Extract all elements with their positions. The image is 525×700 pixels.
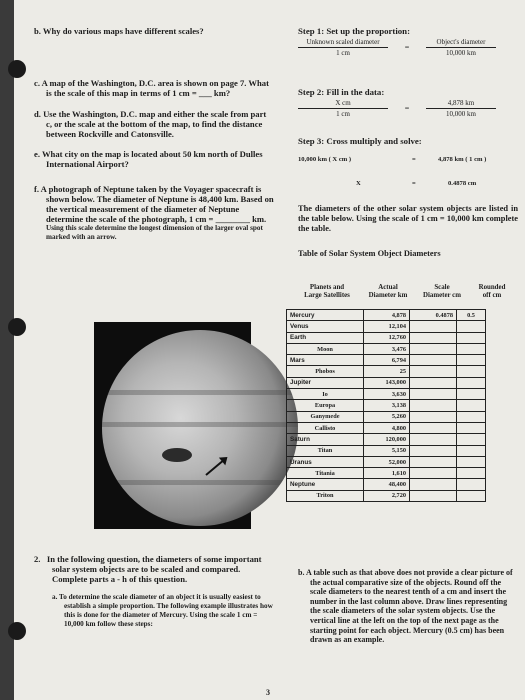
actual-diameter-cell: 3,476: [364, 343, 410, 354]
table-row: [287, 343, 486, 354]
col-header-actual: Actual Diameter km: [368, 284, 408, 300]
scale-diameter-cell[interactable]: [410, 479, 457, 490]
fraction: [426, 99, 496, 118]
rounded-diameter-cell[interactable]: [457, 389, 486, 400]
table-row: [287, 355, 486, 366]
question-2-number: 2.: [34, 554, 41, 564]
object-name-cell: Titania: [287, 468, 364, 479]
question-e: e. What city on the map is located about 50 km north of Dulles International Airport?: [34, 149, 263, 170]
actual-diameter-cell: 3,138: [364, 400, 410, 411]
step-1-proportion: [298, 38, 518, 57]
denominator: 1 cm: [336, 49, 350, 57]
object-name-cell: Mars: [287, 355, 364, 366]
table-row: [287, 389, 486, 400]
actual-diameter-cell: 6,794: [364, 355, 410, 366]
object-name-cell: Saturn: [287, 434, 364, 445]
numerator: 4,878 km: [426, 99, 496, 109]
rounded-diameter-cell[interactable]: [457, 422, 486, 433]
table-row: [287, 456, 486, 467]
object-name-cell: Uranus: [287, 456, 364, 467]
rounded-diameter-cell[interactable]: [457, 479, 486, 490]
object-name-cell: Triton: [287, 490, 364, 501]
cross-multiply-left: 10,000 km ( X cm ): [298, 156, 352, 163]
rounded-diameter-cell[interactable]: [457, 355, 486, 366]
question-2-block: [34, 554, 274, 629]
scale-diameter-cell[interactable]: [410, 332, 457, 343]
actual-diameter-cell: 120,000: [364, 434, 410, 445]
table-row: [287, 422, 486, 433]
oval-spot: [162, 448, 192, 462]
table-row: [287, 445, 486, 456]
rounded-diameter-cell[interactable]: 0.5: [457, 310, 486, 321]
col-header-object: Planets and Large Satellites: [304, 284, 350, 300]
object-name-cell: Ganymede: [287, 411, 364, 422]
scale-diameter-cell[interactable]: [410, 377, 457, 388]
binder-hole: [8, 60, 26, 78]
question-2b: b. A table such as that above does not provide a clear picture of the actual comparative size of the objects. Round off the scale diameters to the nearest tenth of a cm and insert the number in the last column above. Draw lines representing the scale diameters of the solar system objects. Use the vertical line at the left on the top of the next page as the starting point for each object. Mercury (0.5 cm) has been drawn as an example.: [298, 568, 513, 645]
actual-diameter-cell: 2,720: [364, 490, 410, 501]
step-2-proportion: [298, 99, 518, 118]
question-c: c. A map of the Washington, D.C. area is shown on page 7. What is the scale of this map in terms of 1 cm = ___ km?: [34, 78, 269, 99]
equals-sign: =: [404, 104, 410, 113]
question-f: f. A photograph of Neptune taken by the Voyager spacecraft is shown below. The diameter of Neptune is 48,400 km. Based on the vertical measurement of the diameter of Neptune determine the scale of the photograph, 1 cm = ________ km.: [34, 183, 274, 225]
table-instructions: The diameters of the other solar system objects are listed in the table below. Using the scale of 1 cm = 10,000 km complete the table.: [298, 204, 518, 234]
solution-value: 0.4878 cm: [448, 180, 477, 187]
scale-diameter-cell[interactable]: 0.4878: [410, 310, 457, 321]
scale-diameter-cell[interactable]: [410, 468, 457, 479]
table-title: Table of Solar System Object Diameters: [298, 248, 441, 258]
rounded-diameter-cell[interactable]: [457, 456, 486, 467]
scale-diameter-cell[interactable]: [410, 366, 457, 377]
col-header-scale: Scale Diameter cm: [423, 284, 461, 300]
question-2: [34, 554, 274, 585]
equals-sign: =: [404, 43, 410, 52]
rounded-diameter-cell[interactable]: [457, 445, 486, 456]
object-name-cell: Titan: [287, 445, 364, 456]
actual-diameter-cell: 4,800: [364, 422, 410, 433]
page-number: 3: [266, 688, 270, 697]
denominator: 10,000 km: [446, 49, 476, 57]
scale-diameter-cell[interactable]: [410, 411, 457, 422]
object-name-cell: Neptune: [287, 479, 364, 490]
solar-system-table: [286, 309, 486, 502]
worksheet-page: [14, 0, 525, 700]
actual-diameter-cell: 48,400: [364, 479, 410, 490]
actual-diameter-cell: 143,000: [364, 377, 410, 388]
step-1-label: Step 1: Set up the proportion:: [298, 26, 411, 36]
table-row: [287, 366, 486, 377]
scale-diameter-cell[interactable]: [410, 490, 457, 501]
question-b: b. Why do various maps have different scales?: [34, 26, 204, 36]
binder-hole: [8, 622, 26, 640]
scale-diameter-cell[interactable]: [410, 321, 457, 332]
actual-diameter-cell: 1,610: [364, 468, 410, 479]
table-row: [287, 434, 486, 445]
solution-variable: X: [356, 180, 361, 187]
numerator: X cm: [298, 99, 388, 109]
denominator: 1 cm: [336, 110, 350, 118]
actual-diameter-cell: 12,760: [364, 332, 410, 343]
rounded-diameter-cell[interactable]: [457, 377, 486, 388]
object-name-cell: Europa: [287, 400, 364, 411]
rounded-diameter-cell[interactable]: [457, 434, 486, 445]
fraction: [426, 38, 496, 57]
equals-sign: =: [412, 156, 416, 163]
rounded-diameter-cell[interactable]: [457, 411, 486, 422]
step-2-label: Step 2: Fill in the data:: [298, 87, 385, 97]
table-row: [287, 332, 486, 343]
table-row: [287, 377, 486, 388]
cross-multiply-right: 4,878 km ( 1 cm ): [438, 156, 487, 163]
cloud-band: [102, 480, 298, 485]
question-2a: a. To determine the scale diameter of an object it is usually easiest to establish a simple proportion. The following example illustrates how this is done for the diameter of Mercury. Using the scale 1 cm = 10,000 km follow these steps:: [52, 592, 273, 628]
actual-diameter-cell: 3,630: [364, 389, 410, 400]
table-row: [287, 479, 486, 490]
actual-diameter-cell: 25: [364, 366, 410, 377]
col-header-rounded: Rounded off cm: [478, 284, 506, 300]
rounded-diameter-cell[interactable]: [457, 366, 486, 377]
scale-diameter-cell[interactable]: [410, 400, 457, 411]
right-column: [298, 26, 518, 259]
step-3-solution: [298, 180, 518, 192]
table-row: [287, 490, 486, 501]
table-row: [287, 400, 486, 411]
scale-diameter-cell[interactable]: [410, 389, 457, 400]
fraction: [298, 99, 388, 118]
table-row: [287, 310, 486, 321]
step-3-label: Step 3: Cross multiply and solve:: [298, 136, 422, 146]
question-f-followup: Using this scale determine the longest dimension of the larger oval spot marked with an arrow.: [46, 224, 263, 242]
left-column: [34, 26, 274, 242]
numerator: Object's diameter: [426, 38, 496, 48]
cloud-band: [102, 422, 298, 427]
numerator: Unknown scaled diameter: [298, 38, 388, 48]
actual-diameter-cell: 52,000: [364, 456, 410, 467]
scale-diameter-cell[interactable]: [410, 422, 457, 433]
object-name-cell: Mercury: [287, 310, 364, 321]
object-name-cell: Earth: [287, 332, 364, 343]
scale-diameter-cell[interactable]: [410, 355, 457, 366]
cloud-band: [102, 390, 298, 395]
step-3-equation: [298, 156, 518, 168]
object-name-cell: Phobos: [287, 366, 364, 377]
rounded-diameter-cell[interactable]: [457, 321, 486, 332]
question-2b-block: [298, 568, 518, 645]
actual-diameter-cell: 4,878: [364, 310, 410, 321]
rounded-diameter-cell[interactable]: [457, 332, 486, 343]
actual-diameter-cell: 5,260: [364, 411, 410, 422]
question-2-text: In the following question, the diameters of some important solar system objects are to be scaled and compared. Complete parts a - h of this question.: [46, 554, 262, 585]
binder-hole: [8, 318, 26, 336]
question-d: d. Use the Washington, D.C. map and either the scale from part c, or the scale at the bottom of the map, to find the distance between Rockville and Catonsville.: [34, 108, 267, 140]
rounded-diameter-cell[interactable]: [457, 468, 486, 479]
table-row: [287, 321, 486, 332]
actual-diameter-cell: 5,150: [364, 445, 410, 456]
neptune-planet-image: [102, 330, 298, 526]
equals-sign: =: [412, 180, 416, 187]
actual-diameter-cell: 12,104: [364, 321, 410, 332]
object-name-cell: Callisto: [287, 422, 364, 433]
neptune-photo: [94, 322, 251, 529]
table-row: [287, 468, 486, 479]
object-name-cell: Jupiter: [287, 377, 364, 388]
scale-diameter-cell[interactable]: [410, 445, 457, 456]
scale-diameter-cell[interactable]: [410, 434, 457, 445]
object-name-cell: Moon: [287, 343, 364, 354]
denominator: 10,000 km: [446, 110, 476, 118]
scale-diameter-cell[interactable]: [410, 456, 457, 467]
fraction: [298, 38, 388, 57]
object-name-cell: Io: [287, 389, 364, 400]
object-name-cell: Venus: [287, 321, 364, 332]
table-row: [287, 411, 486, 422]
rounded-diameter-cell[interactable]: [457, 490, 486, 501]
rounded-diameter-cell[interactable]: [457, 400, 486, 411]
rounded-diameter-cell[interactable]: [457, 343, 486, 354]
scale-diameter-cell[interactable]: [410, 343, 457, 354]
